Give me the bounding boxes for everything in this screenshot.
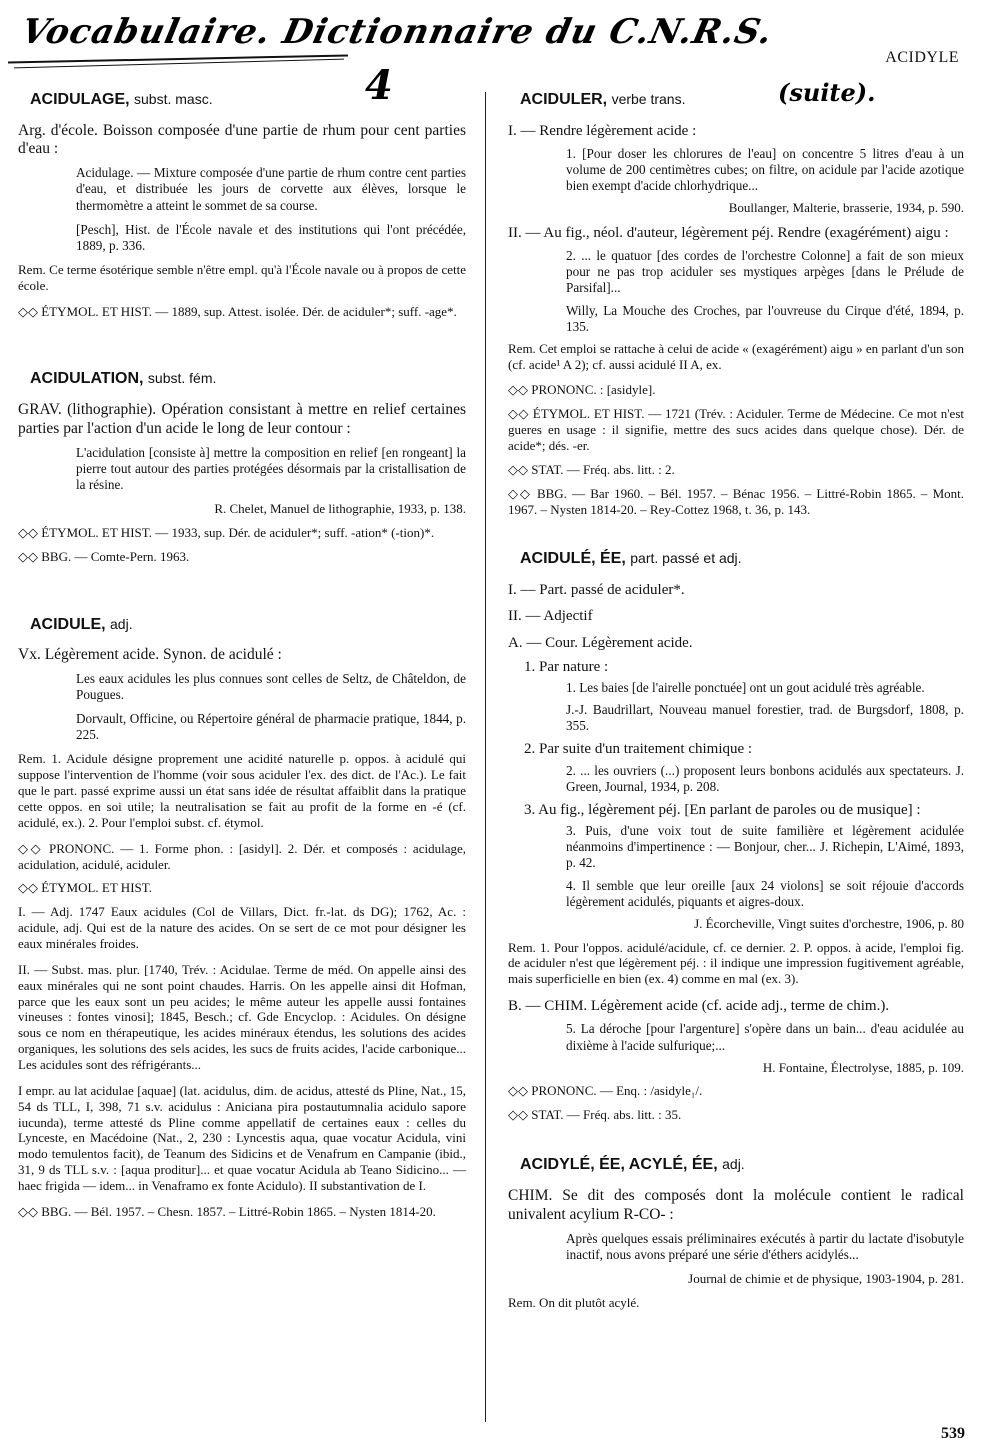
remark: Rem. Ce terme ésotérique semble n'être empl. qu'à l'École navale ou à propos de cette école. [18, 261, 466, 293]
pronunciation: ◇◇ PRONONC. — Enq. : /asidyle₁/. [508, 1083, 703, 1099]
page-number: 539 [941, 1425, 965, 1443]
example-1-source: Boullanger, Malterie, brasserie, 1934, p. 590. [728, 200, 964, 216]
spacer [508, 1133, 964, 1153]
remark: Rem. On dit plutôt acylé. [508, 1294, 640, 1310]
statistics: ◇◇ STAT. — Fréq. abs. litt. : 35. [508, 1107, 682, 1123]
example-1-source: J.-J. Baudrillart, Nouveau manuel forestier, trad. de Burgsdorf, 1808, p. 355. [566, 702, 964, 734]
headword [30, 369, 466, 389]
headword-text: ACIDULER, [520, 91, 608, 108]
entry-acidulation [18, 369, 466, 564]
remark: Rem. 1. Pour l'oppos. acidulé/acidule, cf. ce dernier. 2. P. oppos. à acide, l'emploi fig. de aciduler n'est que légèrement péj. : il indique une impression fugitivement agréable, mais superficielle en bien (ex. 4) comme en mal (ex. 3). [508, 939, 964, 987]
spacer [508, 527, 964, 547]
definition: Arg. d'école. Boisson composée d'une partie de rhum pour cent parties d'eau : [18, 121, 466, 158]
headword [30, 90, 466, 110]
headword-text: ACIDULE, [30, 615, 106, 633]
headword-text: ACIDULAGE, [30, 91, 130, 108]
headword [30, 615, 466, 635]
etymology-heading: ◇◇ ÉTYMOL. ET HIST. [18, 880, 152, 896]
entry-acidule-participle [508, 549, 964, 1123]
etymology-adj: I. — Adj. 1747 Eaux acidules (Col de Villars, Dict. fr.-lat. ds DG); 1762, Ac. : acidule, adj. Qui est de la nature des acides. On se sert de ce mot pour désigner les eaux minérales froides. [18, 904, 466, 951]
example-4: 4. Il semble que leur oreille [aux 24 violons] se soit réjouie d'accords légèrement acidulés, piquants et aigres-doux. [566, 877, 964, 909]
pronunciation: ◇◇ PRONONC. : [asidyle]. [508, 382, 656, 398]
etymology: ◇◇ ÉTYMOL. ET HIST. — 1721 (Trév. : Aciduler. Terme de Médecine. Ce mot n'est gueres en usage : il signifie, mettre des sucs acides dans quelque chose). Dér. de acide*; dés. -er. [508, 406, 964, 454]
handwritten-suite: (suite). [778, 78, 876, 107]
example-5-source: H. Fontaine, Électrolyse, 1885, p. 109. [762, 1059, 964, 1075]
spacer [18, 575, 466, 613]
sense-2: II. — Adjectif [508, 608, 593, 625]
bibliography: ◇◇ BBG. — Comte-Pern. 1963. [18, 548, 190, 564]
headword-text: ACIDYLÉ, ÉE, ACYLÉ, ÉE, [520, 1156, 718, 1174]
remark: Rem. Cet emploi se rattache à celui de acide « (exagérément) aigu » en parlant d'un son (cf. acide¹ A 2); cf. aussi acidulé II A, ex. [508, 340, 964, 372]
statistics: ◇◇ STAT. — Fréq. abs. litt. : 2. [508, 461, 675, 477]
quotation-source: Journal de chimie et de physique, 1903-1904, p. 281. [688, 1270, 964, 1286]
example-2: 2. ... les ouvriers (...) proposent leurs bonbons acidulés aux spectateurs. J. Green, Journal, 1934, p. 208. [566, 762, 964, 794]
etymology-latin: I empr. au lat acidulae [aquae] (lat. acidulus, dim. de acidus, attesté ds Pline, Nat., 15, 54 ds TLL, I, 398, 71 s.v. acidulus : Aniciana pira postautumnalia acidulo sapore iucunda), terme attesté ds Pline comme appellatif de certaines eaux : celles du Lynceste, en Macédoine (Nat., 2, 230 : Lyncestis aqua, quae vocatur Acidula, vini modo temulentos facit), de Teanum des Sidicins et de Venafrum en Campanie (ibid., 31, 9 ds TLL s.v. : [aqua proditur]... et quae vocatur Acidula ab Teano Sidicino... — haec frigida — idem... in Venaframo ex fonte Acidulo). II substantivation de I. [18, 1082, 466, 1193]
right-column [508, 88, 964, 1320]
etymology: ◇◇ ÉTYMOL. ET HIST. — 1933, sup. Dér. de aciduler*; suff. -ation* (-tion)*. [18, 524, 435, 540]
headword [520, 1155, 964, 1175]
grammar-label: adj. [110, 615, 133, 632]
sense-2: II. — Au fig., néol. d'auteur, légèrement péj. Rendre (exagérément) aigu : [508, 224, 949, 241]
example-1: 1. Les baies [de l'airelle ponctuée] ont un gout acidulé très agréable. [566, 680, 925, 696]
entry-acidule [18, 615, 466, 1220]
sense-b: B. — CHIM. Légèrement acide (cf. acide adj., terme de chim.). [508, 998, 890, 1015]
etymology-subst: II. — Subst. mas. plur. [1740, Trév. : Acidulae. Terme de méd. On appelle ainsi des eaux minérales qui ne sont point chaudes. Harris. On les appelle ainsi dit Hofman, parce que les eaux sont un peu acides; le même auteur les appelle aussi fontaines vineuses : fontes vinosi]; 1845, Besch.; cf. Gde Encyclop. : Acidules. On désigne sous ce nom en thérapeutique, les acides minéraux étendus, les solutions des acides organiques, les solutions des sels acides, les sucs de fruits acides, l'acide carbonique... Les acidules sont des réfrigérants... [18, 961, 466, 1072]
pronunciation: ◇◇ PRONONC. — 1. Forme phon. : [asidyl]. 2. Dér. et composés : acidulage, acidulation, acidulé, aciduler. [18, 840, 466, 872]
grammar-label: part. passé et adj. [630, 550, 742, 567]
spacer [18, 329, 466, 367]
sense-a1: 1. Par nature : [524, 658, 609, 675]
sense-a2: 2. Par suite d'un traitement chimique : [524, 741, 753, 758]
example-4-source: J. Écorcheville, Vingt suites d'orchestre, 1906, p. 80 [694, 915, 964, 931]
entry-acidyle [508, 1155, 964, 1310]
example-1: 1. [Pour doser les chlorures de l'eau] on concentre 5 litres d'eau à un volume de 200 centimètres cubes; on filtre, on acidule par l'acide azotique bien exempt d'acide chlorhydrique... [566, 145, 964, 193]
remark: Rem. 1. Acidule désigne proprement une acidité naturelle p. oppos. à acidulé qui suppose l'intervention de l'homme (voir sous aciduler l'ex. des dict. de l'Ac.). Le fait que le part. passé exprime aussi un état sans idée de résultat affaiblit dans la pratique cette oppos. en soi utile; la neutralisation se fait au profit de la forme en -é (cf. acidulé, ex.). 2. Pour l'emploi subst. cf. étymol. [18, 751, 466, 830]
headword-text: ACIDULÉ, ÉE, [520, 550, 626, 568]
running-head: ACIDYLE [885, 49, 959, 66]
definition: GRAV. (lithographie). Opération consistant à mettre en relief certaines parties par l'action d'un acide le long de leur contour : [18, 400, 466, 437]
sense-a3: 3. Au fig., légèrement péj. [En parlant de paroles ou de musique] : [524, 801, 921, 818]
example-2-source: Willy, La Mouche des Croches, par l'ouvreuse du Cirque d'été, 1894, p. 135. [566, 302, 964, 334]
etymology: ◇◇ ÉTYMOL. ET HIST. — 1889, sup. Attest. isolée. Dér. de aciduler*; suff. -age*. [18, 303, 457, 319]
bibliography: ◇◇ BBG. — Bél. 1957. – Chesn. 1857. – Littré-Robin 1865. – Nysten 1814-20. [18, 1203, 436, 1219]
bibliography: ◇◇ BBG. — Bar 1960. – Bél. 1957. – Bénac 1956. – Littré-Robin 1865. – Mont. 1967. – Nysten 1814-20. – Rey-Cottez 1968, t. 36, p. 143. [508, 485, 964, 517]
headword [520, 549, 964, 569]
entry-aciduler [508, 90, 964, 517]
column-divider [485, 92, 486, 1422]
quotation: Les eaux acidules les plus connues sont celles de Seltz, de Châteldon, de Pougues. [76, 670, 466, 703]
sense-1: I. — Part. passé de aciduler*. [508, 581, 685, 598]
entry-acidulage [18, 90, 466, 319]
headword [520, 90, 964, 110]
grammar-label: subst. fém. [147, 370, 217, 387]
headword-text: ACIDULATION, [30, 370, 144, 388]
quotation: L'acidulation [consiste à] mettre la composition en relief [en rongeant] la pierre tout autour des parties protégées désormais par la cristallisation de la résine. [76, 444, 466, 492]
example-5: 5. La déroche [pour l'argenture] s'opère dans un bain... d'eau acidulée au dixième à l'acide sulfurique;... [566, 1021, 964, 1053]
quotation-source: R. Chelet, Manuel de lithographie, 1933, p. 138. [214, 500, 466, 516]
example-3: 3. Puis, d'une voix tout de suite familière et légèrement acidulée néanmoins d'impertinence : — Bonjour, cher... J. Richepin, L'Aimé, 1893, p. 42. [566, 823, 964, 871]
quotation: Après quelques essais préliminaires exécutés à partir du lactate d'isobutyle inactif, nous avons préparé une série d'éthers acidylés... [566, 1230, 964, 1262]
grammar-label: adj. [722, 1156, 745, 1173]
quotation-source: [Pesch], Hist. de l'École navale et des institutions qui l'ont précédée, 1889, p. 336. [76, 221, 466, 253]
example-2: 2. ... le quatuor [des cordes de l'orchestre Colonne] a fait de son mieux pour ne pas trop aciduler ses mystiques arpèges [dans le Prélude de Parsifal]... [566, 248, 964, 296]
left-column [18, 88, 466, 1230]
definition: Vx. Légèrement acide. Synon. de acidulé : [18, 646, 282, 664]
sense-1: I. — Rendre légèrement acide : [508, 122, 697, 139]
grammar-label: verbe trans. [611, 91, 686, 107]
definition: CHIM. Se dit des composés dont la molécule contient le radical univalent acylium R-CO- : [508, 1186, 964, 1223]
quotation: Acidulage. — Mixture composée d'une partie de rhum contre cent parties d'eau, et distribuée les jours de corvette aux élèves, lorsque le thermomètre a atteint le sommet de sa course. [76, 165, 466, 213]
quotation-source: Dorvault, Officine, ou Répertoire général de pharmacie pratique, 1844, p. 225. [76, 711, 466, 743]
handwritten-number: 4 [365, 62, 393, 109]
sense-a: A. — Cour. Légèrement acide. [508, 634, 693, 651]
grammar-label: subst. masc. [134, 91, 213, 107]
handwritten-title: Vocabulaire. Dictionnaire du C.N.R.S. [17, 12, 777, 52]
